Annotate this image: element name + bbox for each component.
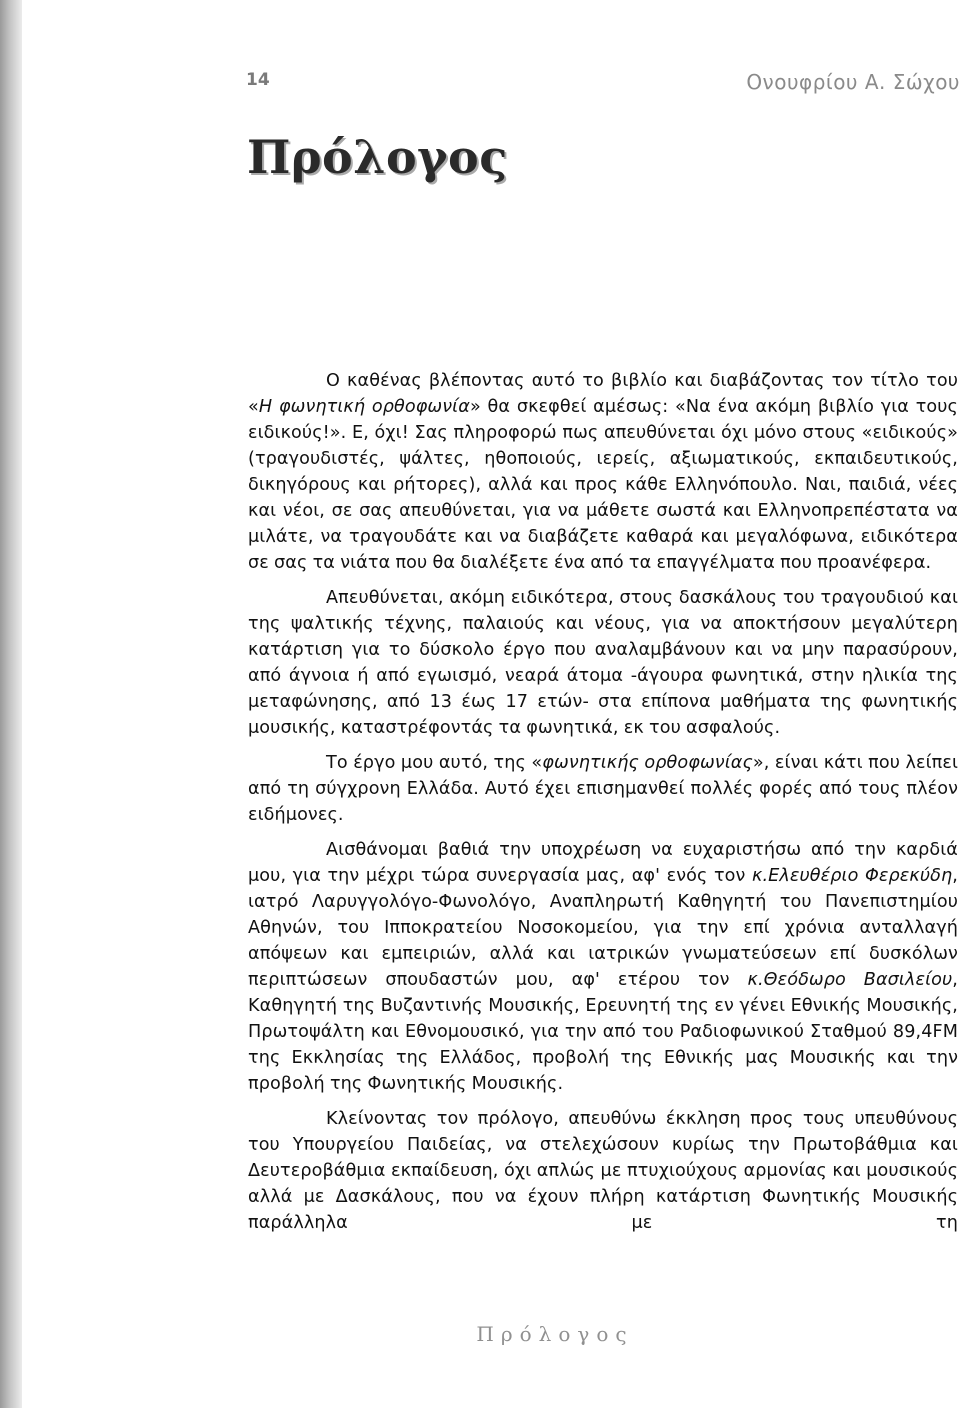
paragraph-2: Απευθύνεται, ακόμη ειδικότερα, στους δασκάλους του τραγουδιού και της ψαλτικής τέχνης, παλαιούς και νέους, για να αποκτήσουν μεγαλύτερη κατάρτιση για το δύσκολο έργο που αναλαμβάνουν και να μην παρασύρουν, από άγνοια ή από εγωισμό, νεαρά άτομα -άγουρα φωνητικά, στην ηλικία της μεταφώνησης, από 13 έως 17 ετών- στα επίπονα μαθήματα της φωνητικής μουσικής, καταστρέφοντάς τα φωνητικά, εκ του ασφαλούς.	[248, 588, 958, 738]
text-run: », είναι κάτι που λείπει από τη σύγχρονη Ελλάδα. Αυτό έχει επισημανθεί πολλές φορές από τους πλέον ειδήμονες.	[248, 753, 959, 825]
person-name-italic: κ.Θεόδωρο Βασιλείου	[747, 970, 953, 990]
page-number: 14	[246, 70, 270, 90]
text-run: Ο καθένας βλέποντας αυτό το βιβλίο και διαβάζοντας τον τίτλο του «	[248, 371, 958, 417]
body-text	[248, 368, 958, 1245]
footer-title: Πρόλογος	[476, 1322, 634, 1346]
page-edge-shadow	[0, 0, 22, 1408]
text-run: , Καθηγητή της Βυζαντινής Μουσικής, Ερευνητή της εν γένει Εθνικής Μουσικής, Πρωτοψάλτη και Εθνομουσικό, για την από του Ραδιοφωνικού Σταθμού 89,4FM της Εκκλησίας της Ελλάδος, προβολή της Εθνικής μας Μουσικής και την προβολή της Φωνητικής Μουσικής.	[248, 970, 958, 1094]
term-italic: φωνητικής ορθοφωνίας	[542, 753, 753, 773]
paragraph-5: Κλείνοντας τον πρόλογο, απευθύνω έκκληση προς τους υπευθύνους του Υπουργείου Παιδείας, να στελεχώσουν κυρίως την Πρωτοβάθμια και Δευτεροβάθμια εκπαίδευση, όχι απλώς με πτυχιούχους αρμονίας και μουσικούς αλλά με Δασκάλους, που να έχουν πλήρη κατάρτιση Φωνητικής Μουσικής παράλληλα με τη	[248, 1109, 958, 1233]
book-title-italic: Η φωνητική ορθοφωνία	[258, 397, 470, 417]
text-run: Αισθάνομαι βαθιά την υποχρέωση να ευχαριστήσω από την καρδιά μου, για την μέχρι τώρα συνεργασία μας, αφ' ενός τον	[248, 840, 958, 886]
person-name-italic: κ.Ελευθέριο Φερεκύδη	[752, 866, 953, 886]
text-run: , ιατρό Λαρυγγολόγο-Φωνολόγο, Αναπληρωτή Καθηγητή του Πανεπιστημίου Αθηνών, του Ιπποκρατείου Νοσοκομείου, για την επί χρόνια ανταλλαγή απόψεων και εμπειριών, αλλά και ιατρικών γνωματεύσεων επί δυσκόλων περιπτώσεων σπουδαστών μου, αφ' ετέρου τον	[248, 866, 958, 990]
paragraph-4	[248, 837, 958, 1097]
text-run: Το έργο μου αυτό, της «	[326, 753, 543, 773]
paragraph-1	[248, 368, 958, 576]
running-head: Ονουφρίου Α. Σώχου	[746, 70, 960, 94]
paragraph-3	[248, 750, 958, 828]
chapter-title: Πρόλογος	[247, 130, 508, 184]
text-run: » θα σκεφθεί αμέσως: «Να ένα ακόμη βιβλίο για τους ειδικούς!». Ε, όχι! Σας πληροφορώ πως απευθύνεται όχι μόνο στους «ειδικούς» (τραγουδιστές, ψάλτες, ηθοποιούς, ιερείς, αξιωματικούς, εκπαιδευτικούς, δικηγόρους και ρήτορες), αλλά και προς κάθε Ελληνόπουλο. Ναι, παιδιά, νέες και νέοι, σε σας απευθύνεται, για να μάθετε σωστά και Ελληνοπρεπέστατα να μιλάτε, να τραγουδάτε και να διαβάζετε καθαρά και μεγαλόφωνα, ειδικότερα σε σας τα νιάτα που θα διαλέξετε ένα από τα επαγγέλματα που προανέφερα.	[248, 397, 958, 573]
